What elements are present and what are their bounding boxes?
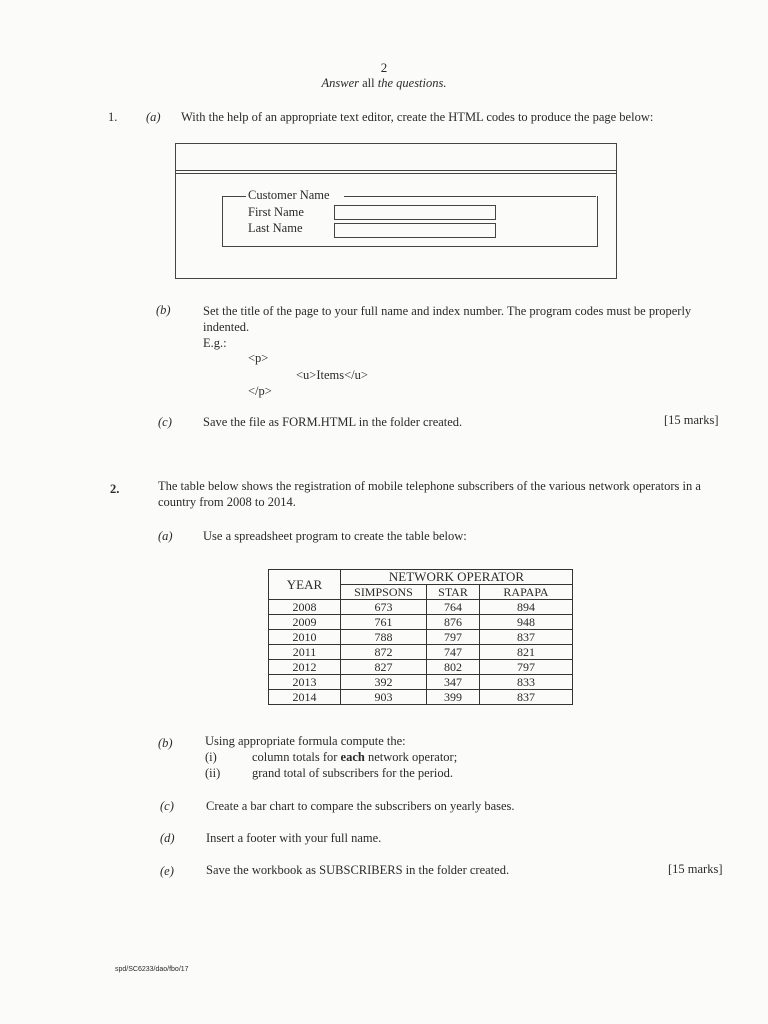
value-cell: 673 <box>341 600 427 615</box>
first-name-field <box>334 205 496 220</box>
q1a-label: (a) <box>146 110 161 124</box>
q1a-text: With the help of an appropriate text editor, create the HTML codes to produce the page below: <box>181 110 654 124</box>
q1c-label: (c) <box>158 415 172 429</box>
value-cell: 399 <box>427 690 480 705</box>
instruction-pre: Answer <box>321 76 359 90</box>
q1b-body: Set the title of the page to your full name and index number. The program codes must be properly indented. <box>203 304 692 334</box>
value-cell: 827 <box>341 660 427 675</box>
value-cell: 837 <box>480 690 573 705</box>
q2-marks: [15 marks] <box>668 862 723 876</box>
year-cell: 2009 <box>269 615 341 630</box>
q2b-text: Using appropriate formula compute the: <box>205 734 406 748</box>
network-operator-header: NETWORK OPERATOR <box>341 570 573 585</box>
q2b-i-number: (i) <box>205 750 217 764</box>
subscribers-table <box>268 569 573 705</box>
fieldset-top-left <box>222 196 246 197</box>
value-cell: 821 <box>480 645 573 660</box>
q1b-text <box>203 303 713 351</box>
form-mockup-titlebar <box>176 144 616 171</box>
code-line-3: </p> <box>248 384 272 398</box>
value-cell: 761 <box>341 615 427 630</box>
value-cell: 903 <box>341 690 427 705</box>
q1b-label: (b) <box>156 303 171 317</box>
footer-code: spd/SC6233/dao/fbo/17 <box>115 966 189 973</box>
value-cell: 876 <box>427 615 480 630</box>
value-cell: 764 <box>427 600 480 615</box>
q2b-ii-number: (ii) <box>205 766 221 780</box>
value-cell: 837 <box>480 630 573 645</box>
q2d-text: Insert a footer with your full name. <box>206 831 382 845</box>
year-cell: 2010 <box>269 630 341 645</box>
year-cell: 2013 <box>269 675 341 690</box>
year-cell: 2008 <box>269 600 341 615</box>
form-mockup-divider <box>176 173 616 174</box>
last-name-label: Last Name <box>248 221 303 235</box>
col-header: RAPAPA <box>480 585 573 600</box>
q2d-label: (d) <box>160 831 175 845</box>
q2a-text: Use a spreadsheet program to create the table below: <box>203 529 467 543</box>
table-row <box>269 675 573 690</box>
year-cell: 2014 <box>269 690 341 705</box>
fieldset-top-right <box>344 196 596 197</box>
q2c-label: (c) <box>160 799 174 813</box>
table-row <box>269 645 573 660</box>
value-cell: 747 <box>427 645 480 660</box>
table-row <box>269 615 573 630</box>
col-header: SIMPSONS <box>341 585 427 600</box>
value-cell: 872 <box>341 645 427 660</box>
q2a-label: (a) <box>158 529 173 543</box>
value-cell: 802 <box>427 660 480 675</box>
fieldset-legend: Customer Name <box>248 188 330 202</box>
instruction <box>0 76 768 91</box>
page-number: 2 <box>380 60 388 75</box>
q1-marks: [15 marks] <box>664 413 719 427</box>
q2b-ii-text: grand total of subscribers for the period. <box>252 766 453 780</box>
q2-intro: The table below shows the registration of mobile telephone subscribers of the various network operators in a country from 2008 to 2014. <box>158 479 701 509</box>
value-cell: 797 <box>480 660 573 675</box>
value-cell: 894 <box>480 600 573 615</box>
q1b-eg: E.g.: <box>203 336 227 350</box>
year-cell: 2011 <box>269 645 341 660</box>
q2e-text: Save the workbook as SUBSCRIBERS in the folder created. <box>206 863 510 877</box>
table-row <box>269 600 573 615</box>
q2e-label: (e) <box>160 864 174 878</box>
last-name-field <box>334 223 496 238</box>
year-cell: 2012 <box>269 660 341 675</box>
q1-number: 1. <box>108 110 118 124</box>
q2-number: 2. <box>110 482 120 496</box>
q2b-i-bold: each <box>340 750 365 764</box>
q2c-text: Create a bar chart to compare the subscribers on yearly bases. <box>206 799 515 813</box>
table-row <box>269 690 573 705</box>
q1c-text: Save the file as FORM.HTML in the folder created. <box>203 415 463 429</box>
value-cell: 788 <box>341 630 427 645</box>
table-body <box>269 600 573 705</box>
q2b-i-pre: column totals for <box>252 750 338 764</box>
table-row <box>269 660 573 675</box>
year-header: YEAR <box>269 570 341 600</box>
value-cell: 833 <box>480 675 573 690</box>
first-name-label: First Name <box>248 205 304 219</box>
q2b-label: (b) <box>158 736 173 750</box>
value-cell: 797 <box>427 630 480 645</box>
code-line-2: <u>Items</u> <box>296 368 368 382</box>
q2b-i-text <box>252 750 457 765</box>
instruction-post: the questions. <box>377 76 447 90</box>
value-cell: 392 <box>341 675 427 690</box>
q2b-i-post: network operator; <box>367 750 458 764</box>
value-cell: 948 <box>480 615 573 630</box>
table-row <box>269 630 573 645</box>
value-cell: 347 <box>427 675 480 690</box>
col-header: STAR <box>427 585 480 600</box>
code-line-1: <p> <box>248 351 269 365</box>
instruction-bold: all <box>362 76 375 90</box>
